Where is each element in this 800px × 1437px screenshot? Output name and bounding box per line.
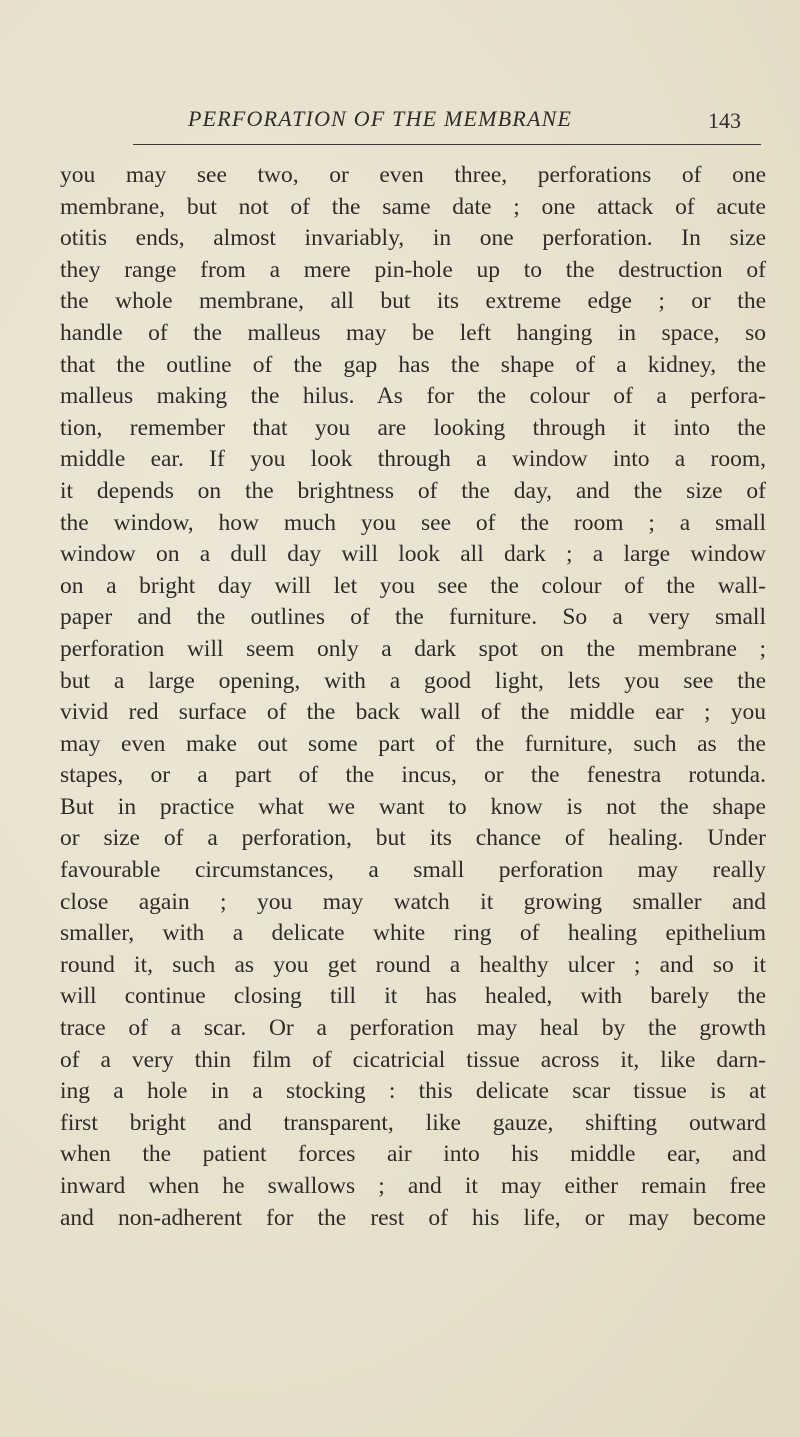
text-line: smaller, with a delicate white ring of healing epithelium xyxy=(60,920,766,947)
header-rule xyxy=(133,144,761,145)
text-line: tion, remember that you are looking through it into the xyxy=(60,414,766,441)
text-line: first bright and transparent, like gauze, shifting outward xyxy=(60,1109,766,1136)
text-line: may even make out some part of the furniture, such as the xyxy=(60,730,766,757)
text-line: or size of a perforation, but its chance of healing. Under xyxy=(60,825,766,852)
text-line: perforation will seem only a dark spot on the membrane ; xyxy=(60,635,766,662)
text-line: round it, such as you get round a healthy ulcer ; and so it xyxy=(60,951,766,978)
text-line: on a bright day will let you see the colour of the wall- xyxy=(60,572,766,599)
text-line: will continue closing till it has healed, with barely the xyxy=(60,983,766,1010)
page-number: 143 xyxy=(708,108,741,133)
text-line: window on a dull day will look all dark ; a large window xyxy=(60,541,766,568)
text-line: trace of a scar. Or a perforation may heal by the growth xyxy=(60,1015,766,1042)
text-line: of a very thin film of cicatricial tissue across it, like darn- xyxy=(60,1046,766,1073)
text-line: and non-adherent for the rest of his life, or may become xyxy=(60,1204,766,1231)
text-line: stapes, or a part of the incus, or the fenestra rotunda. xyxy=(60,762,766,789)
text-line: paper and the outlines of the furniture. So a very small xyxy=(60,604,766,631)
text-line: when the patient forces air into his middle ear, and xyxy=(60,1141,766,1168)
text-line: inward when he swallows ; and it may either remain free xyxy=(60,1173,766,1199)
text-line: favourable circumstances, a small perforation may really xyxy=(60,857,766,884)
text-line: But in practice what we want to know is not the shape xyxy=(60,793,766,820)
body-text xyxy=(60,160,766,1234)
text-line: they range from a mere pin-hole up to the destruction of xyxy=(60,256,766,283)
text-line: close again ; you may watch it growing smaller and xyxy=(60,888,766,915)
text-line: handle of the malleus may be left hanging in space, so xyxy=(60,319,766,346)
text-line: that the outline of the gap has the shape of a kidney, the xyxy=(60,351,766,378)
text-line: vivid red surface of the back wall of the middle ear ; you xyxy=(60,699,766,726)
text-line: membrane, but not of the same date ; one attack of acute xyxy=(60,193,766,220)
running-title: PERFORATION OF THE MEMBRANE xyxy=(188,106,573,131)
page-header xyxy=(0,100,800,140)
text-line: the whole membrane, all but its extreme edge ; or the xyxy=(60,288,766,315)
text-line: otitis ends, almost invariably, in one perforation. In size xyxy=(60,225,766,252)
text-line: middle ear. If you look through a window into a room, xyxy=(60,446,766,473)
text-line: but a large opening, with a good light, lets you see the xyxy=(60,667,766,694)
text-line: ing a hole in a stocking : this delicate scar tissue is at xyxy=(60,1078,766,1105)
text-line: you may see two, or even three, perforations of one xyxy=(60,162,766,188)
text-line: the window, how much you see of the room ; a small xyxy=(60,509,766,536)
text-line: it depends on the brightness of the day, and the size of xyxy=(60,477,766,504)
text-line: malleus making the hilus. As for the colour of a perfora- xyxy=(60,383,766,410)
